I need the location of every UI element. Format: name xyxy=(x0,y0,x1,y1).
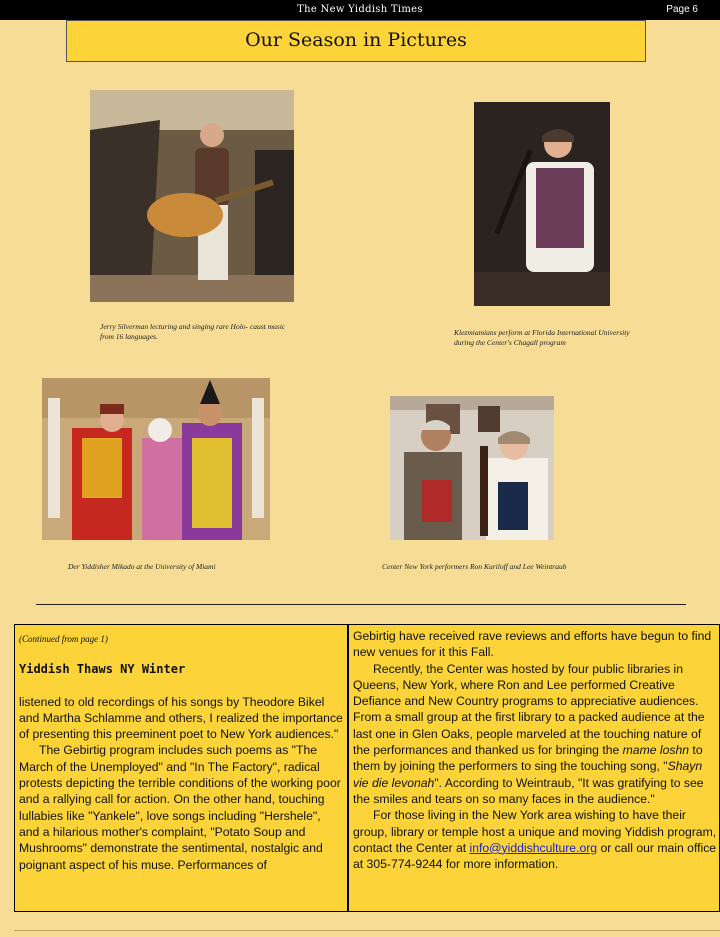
section-divider xyxy=(36,604,686,605)
email-link[interactable]: info@yiddishculture.org xyxy=(469,840,598,855)
article-text: Recently, the Center was hosted by four public libraries in Queens, New York, where Ron and Lee performed Creative Defiance and New Country programs to appreciative audiences. From a small group at the first library to a packed audience at the last one in Glen Oaks, people marveled at the touching nature of the performances and thanked us for bringing the xyxy=(353,661,705,758)
photo-caption: Klezmiamians perform at Florida International University during the Center's Chagall program xyxy=(454,328,630,347)
photo-caption: Center New York performers Ron Kuriloff and Lee Weintraub xyxy=(382,562,567,571)
article-emphasis: Shayn vie die levonah xyxy=(353,759,703,790)
article-text: ". According to Weintraub, "It was gratifying to see the smiles and tears on so many faces in the audience." xyxy=(353,775,704,806)
article-paragraph: The Gebirtig program includes such poems as "The March of the Unemployed" and "In The Factory", radical protests depicting the terrible conditions of the working poor and a rallying call for action. On the other hand, touching lullabies like "Yankele", love songs including "Hershele", and a hilarious mother's complaint, "Potato Soup and Mushrooms" demonstrate the sentimental, nostalgic and poignant aspect of his muse. Performances of xyxy=(19,743,341,872)
section-heading-box xyxy=(66,20,646,62)
page-number: Page 6 xyxy=(666,4,698,15)
photo-caption: Jerry Silverman lecturing and singing rare Holo- caust music from 16 languages. xyxy=(100,322,286,341)
article-paragraph: listened to old recordings of his songs by Theodore Bikel and Martha Schlamme and others, I realized the importance of presenting this preeminent poet to New York audiences." xyxy=(19,694,343,742)
article-paragraph xyxy=(353,661,717,808)
continued-note: (Continued from page 1) xyxy=(19,634,108,644)
article-text: to them by joining the performers to sing the touching song, " xyxy=(353,743,703,774)
page-bottom-rule xyxy=(14,930,720,931)
article-column-left xyxy=(14,624,348,912)
article-column-right xyxy=(348,624,720,912)
photo-ron-kuriloff-lee-weintraub xyxy=(390,396,554,540)
header-bar xyxy=(0,0,720,20)
article-title: Yiddish Thaws NY Winter xyxy=(19,662,186,677)
photo-caption: Der Yiddisher Mikado at the University of Miami xyxy=(68,562,216,571)
article-paragraph xyxy=(353,807,717,872)
photo-klezmiamians xyxy=(474,102,610,306)
photo-jerry-silverman xyxy=(90,90,294,302)
publication-title: The New Yiddish Times xyxy=(297,4,423,15)
article-emphasis: mame loshn xyxy=(622,743,690,758)
section-title: Our Season in Pictures xyxy=(245,29,467,51)
article-text: or call our main office at 305-774-9244 for more information. xyxy=(353,840,717,872)
article-text: For those living in the New York area wishing to have their group, library or temple host a unique and moving Yiddish program, contact the Center at xyxy=(353,808,717,855)
photo-yiddisher-mikado xyxy=(42,378,270,540)
article-paragraph: Gebirtig have received rave reviews and efforts have begun to find new venues for it this Fall. xyxy=(353,629,712,660)
